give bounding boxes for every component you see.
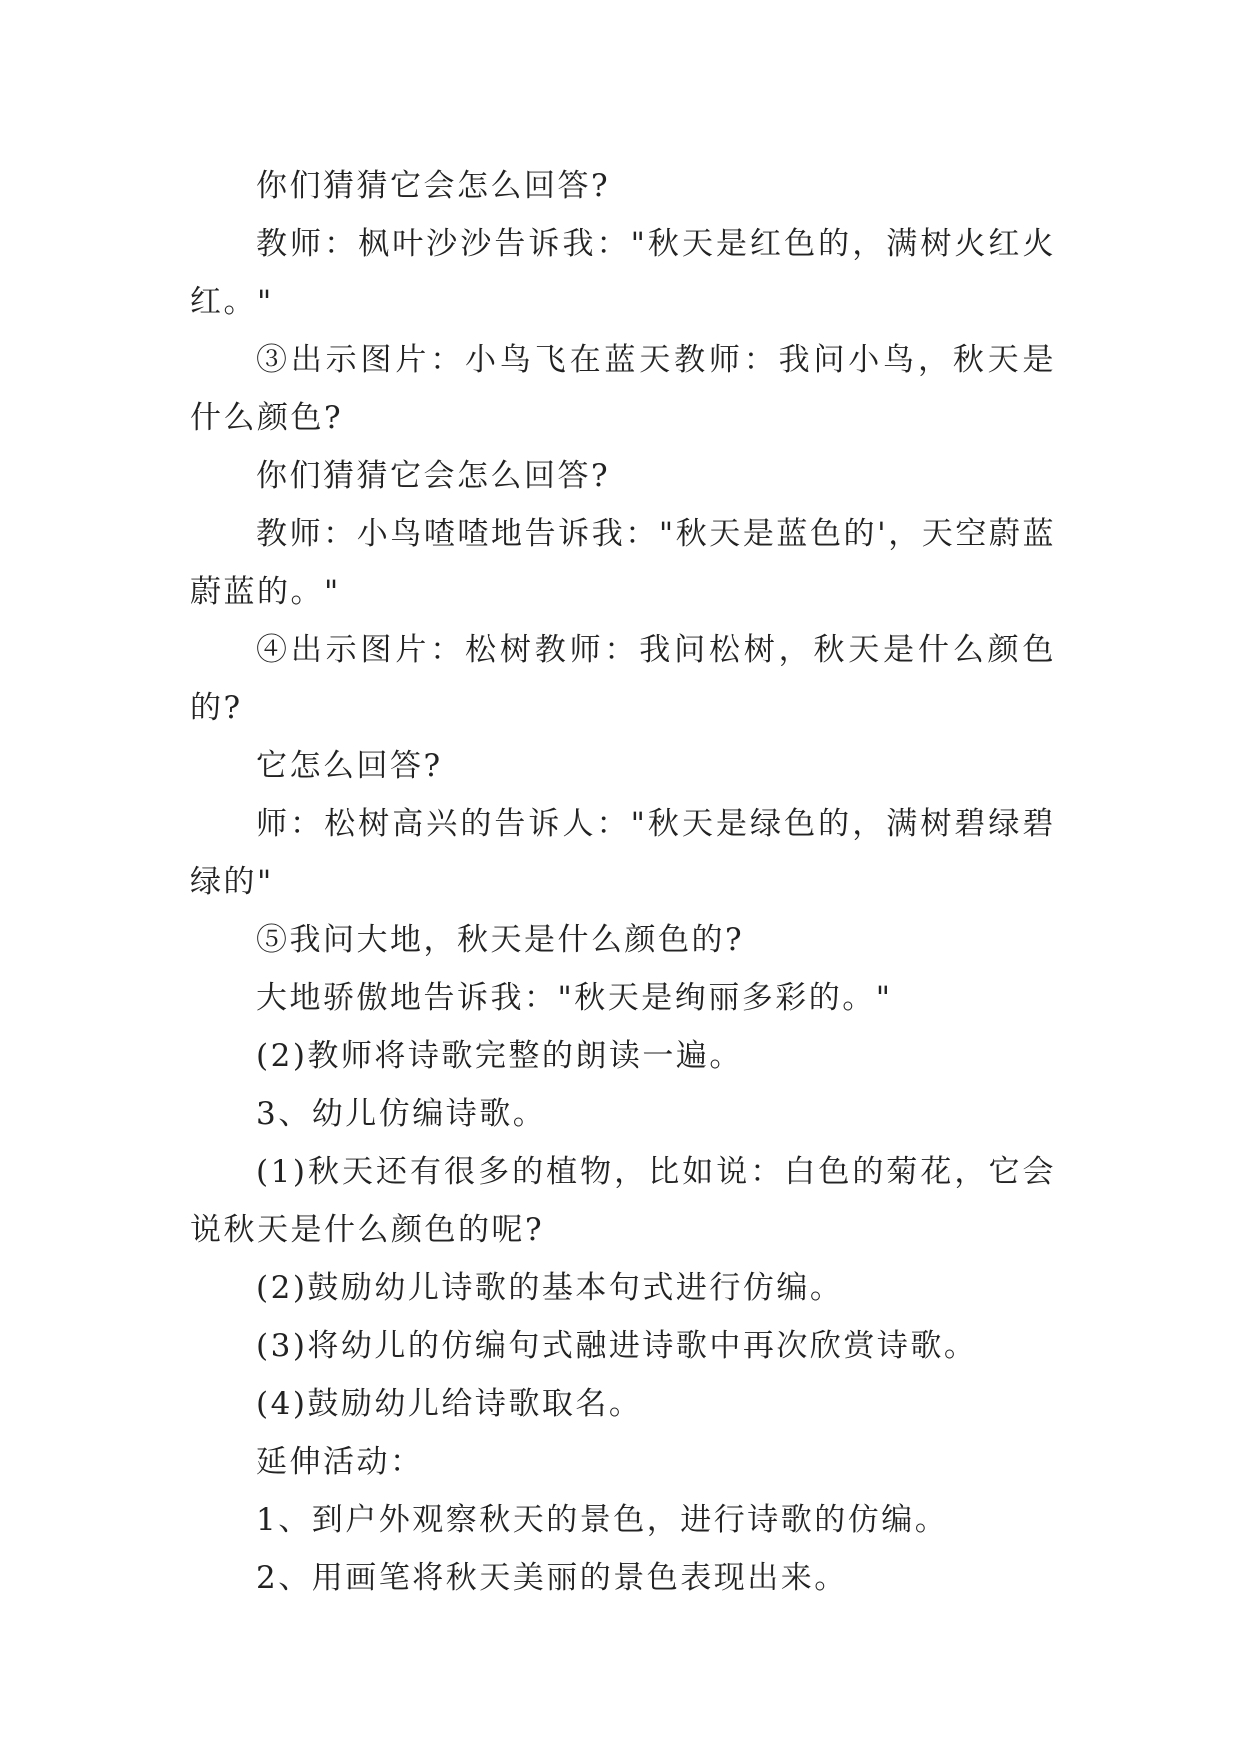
paragraph: 师：松树高兴的告诉人："秋天是绿色的，满树碧绿碧绿的"	[190, 806, 1056, 900]
paragraph: 1、到户外观察秋天的景色，进行诗歌的仿编。	[256, 1502, 949, 1538]
paragraph: (3)将幼儿的仿编句式融进诗歌中再次欣赏诗歌。	[256, 1328, 978, 1364]
paragraph: 教师：小鸟喳喳地告诉我："秋天是蓝色的'，天空蔚蓝蔚蓝的。"	[190, 516, 1056, 610]
paragraph: 延伸活动：	[256, 1444, 424, 1480]
paragraph: 它怎么回答?	[256, 748, 443, 784]
paragraph: (4)鼓励幼儿给诗歌取名。	[256, 1386, 643, 1422]
paragraph: 2、用画笔将秋天美丽的景色表现出来。	[256, 1560, 848, 1596]
paragraph: ③出示图片：小鸟飞在蓝天教师：我问小鸟，秋天是什么颜色?	[190, 342, 1056, 436]
paragraph: (2)鼓励幼儿诗歌的基本句式进行仿编。	[256, 1270, 844, 1306]
paragraph: 你们猜猜它会怎么回答?	[256, 168, 611, 204]
paragraph: 你们猜猜它会怎么回答?	[256, 458, 611, 494]
paragraph: ④出示图片：松树教师：我问松树，秋天是什么颜色的?	[190, 632, 1056, 726]
document-body	[190, 157, 1056, 1607]
paragraph: 教师：枫叶沙沙告诉我："秋天是红色的，满树火红火红。"	[190, 226, 1056, 320]
paragraph: ⑤我问大地，秋天是什么颜色的?	[256, 922, 745, 958]
paragraph: 3、幼儿仿编诗歌。	[256, 1096, 547, 1132]
paragraph: 大地骄傲地告诉我："秋天是绚丽多彩的。"	[256, 980, 893, 1016]
paragraph: (2)教师将诗歌完整的朗读一遍。	[256, 1038, 743, 1074]
paragraph: (1)秋天还有很多的植物，比如说：白色的菊花，它会说秋天是什么颜色的呢?	[190, 1154, 1056, 1248]
